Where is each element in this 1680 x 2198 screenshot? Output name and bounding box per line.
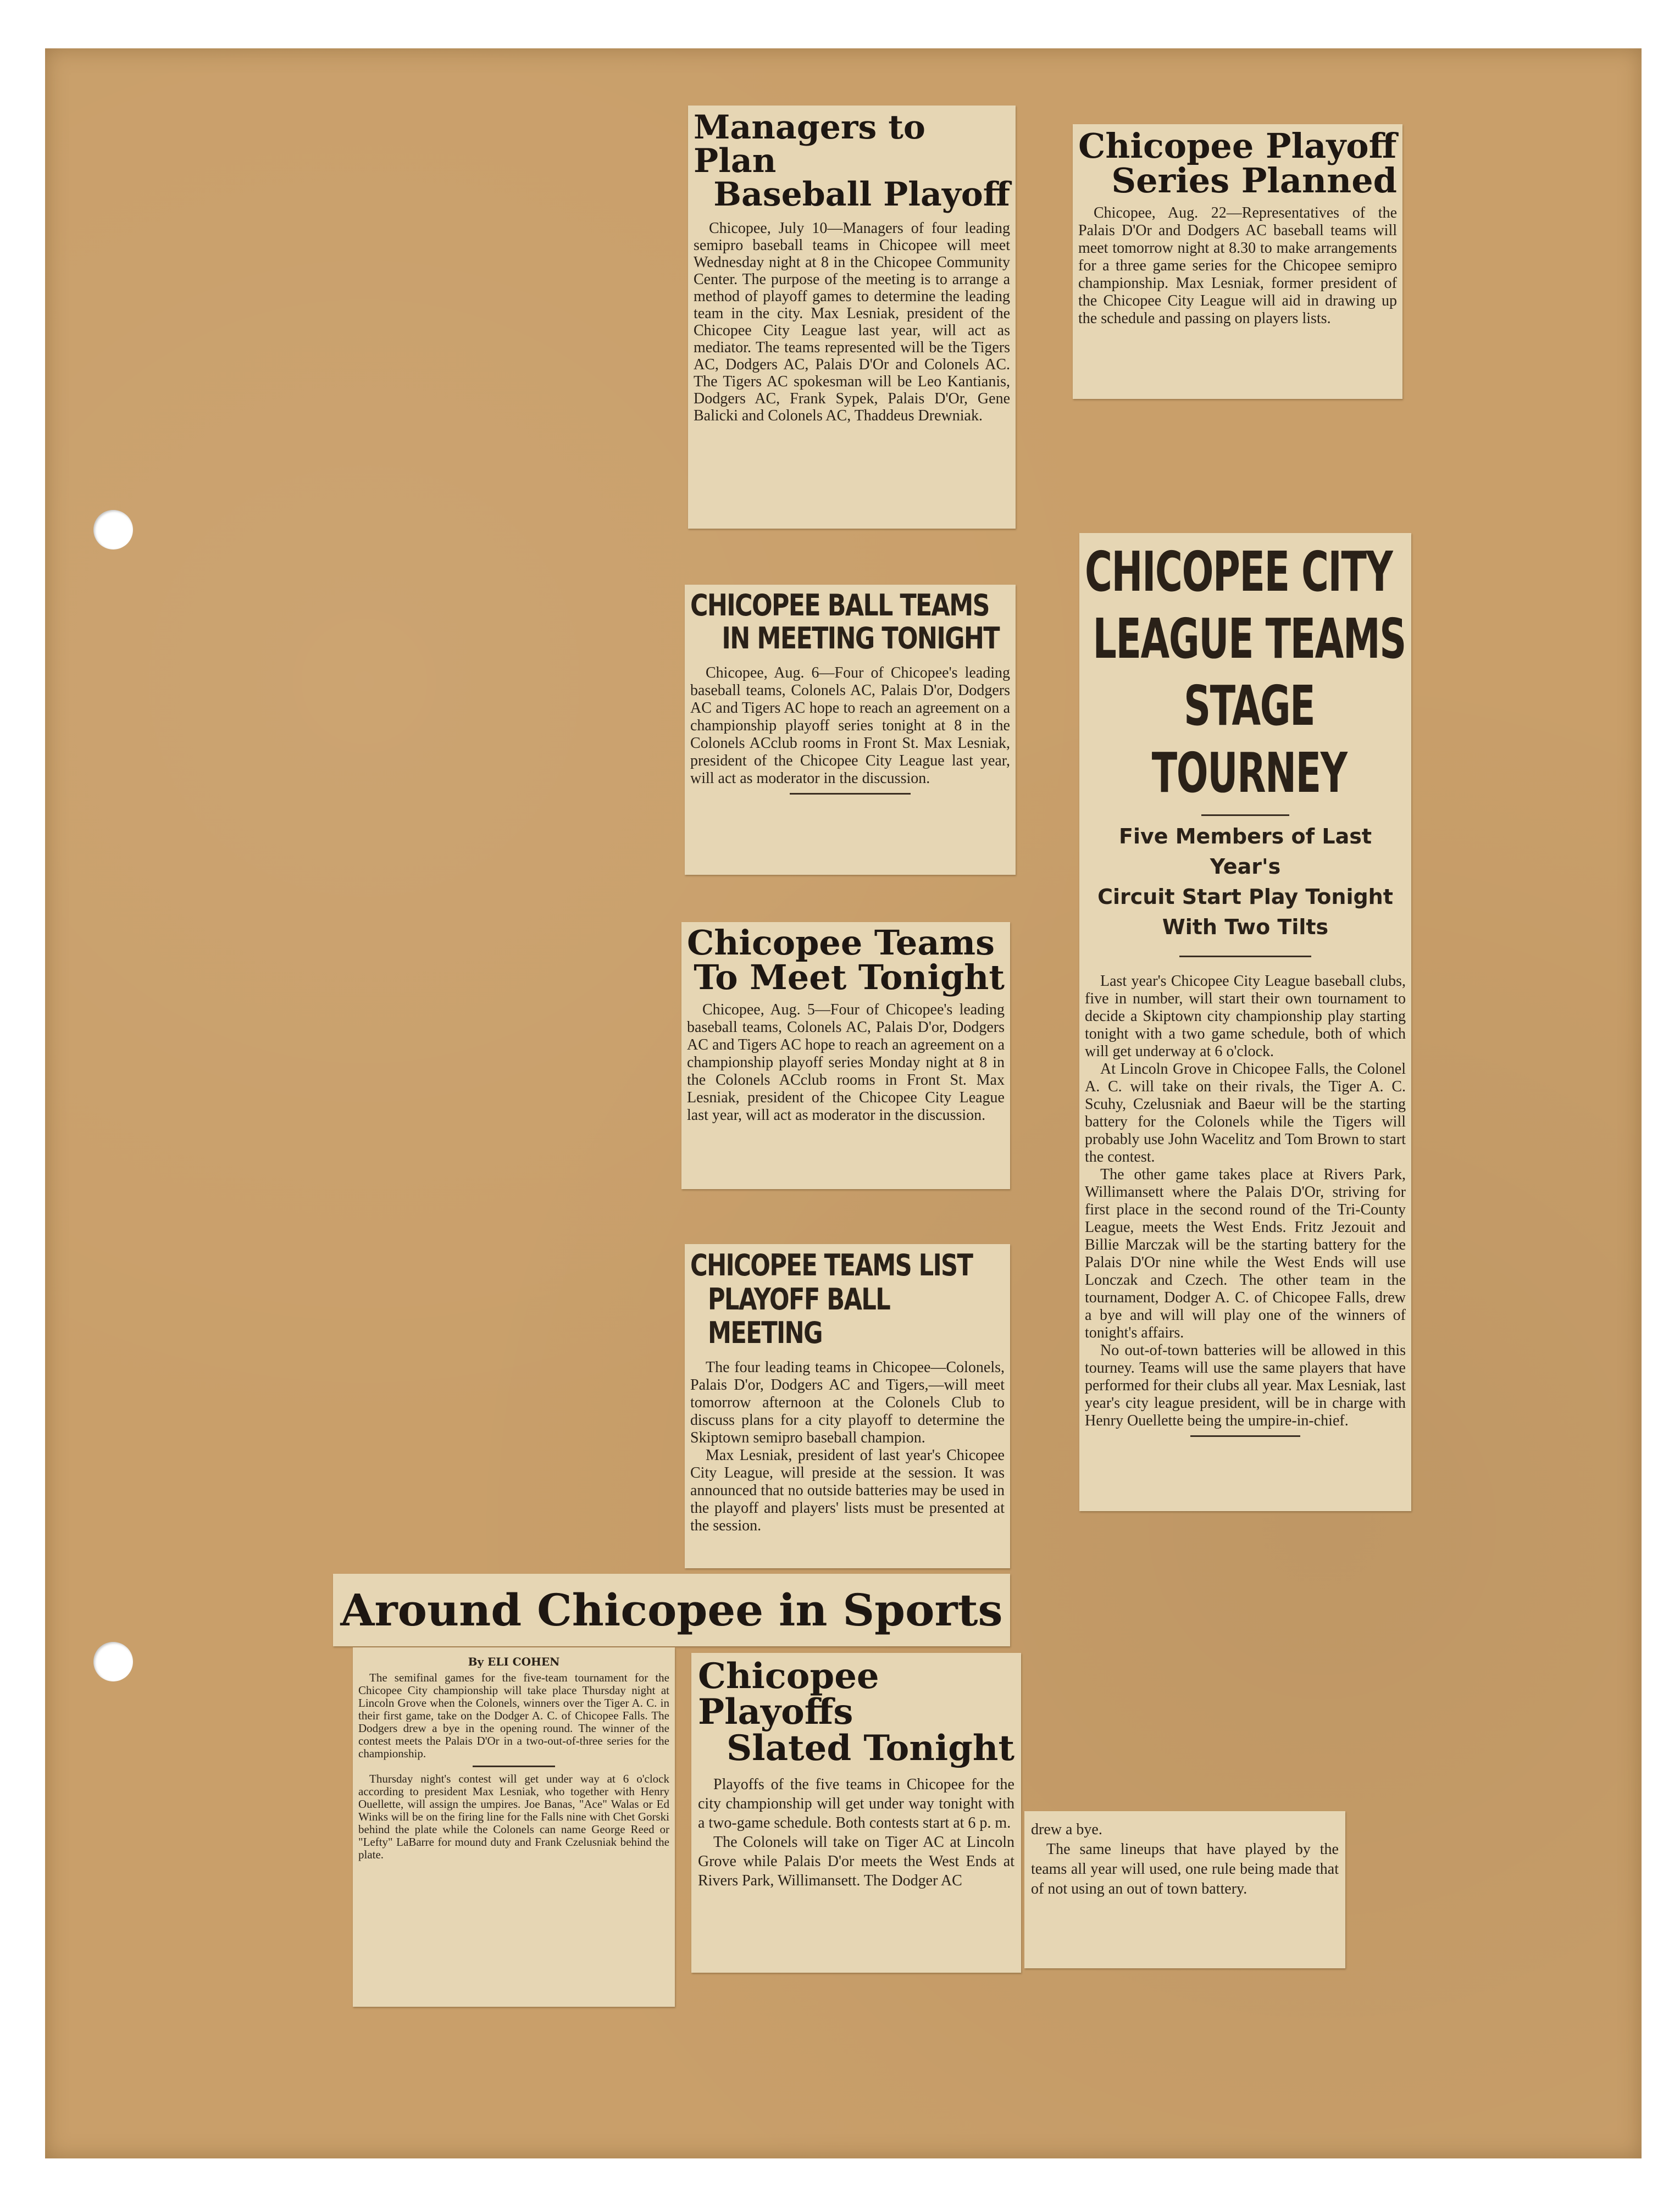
clipping-headline — [698, 1656, 1014, 1769]
clipping-body: Chicopee, Aug. 22—Representatives of the Palais D'Or and Dodgers AC baseball teams will meet tomorrow night at 8.30 to make arrangements for a three game series for the Chicopee semipro championship. Max Lesniak, former president of the Chicopee City League will aid in drawing up the schedule and passing on players lists. — [1078, 204, 1397, 328]
clipping-rule — [1179, 956, 1311, 957]
clipping-paragraph: No out-of-town batteries will be allowed in this tourney. Teams will use the same players that have performed for their clubs all year. Max Lesniak, last year's city league president, will be in charge with Henry Ouellette being the umpire-in-chief. — [1085, 1342, 1406, 1430]
clipping-paragraph: At Lincoln Grove in Chicopee Falls, the Colonel A. C. will take on their rivals, the Tiger A. C. Scuhy, Czelusniak and Baeur will be the starting battery for the Colonels while the Tigers will probably use John Wacelitz and Tom Brown to start the contest. — [1085, 1061, 1406, 1166]
column-paragraph: The semifinal games for the five-team tournament for the Chicopee City championship will take place Thursday night at Lincoln Grove when the Colonels, winners over the Tiger A. C. in their first game, take on the Dodger A. C. of Chicopee Falls. The Dodgers drew a bye in the opening round. The winner of the contest meets the Palais D'Or in a two-out-of-three series for the championship. — [358, 1671, 669, 1760]
clipping-ball-teams-meeting — [685, 585, 1016, 875]
clipping-headline — [687, 923, 1005, 998]
headline-line-2: LEAGUE TEAMS — [1093, 607, 1406, 671]
clipping-playoffs-continuation — [1024, 1811, 1345, 1968]
headline-line-2: Series Planned — [1111, 160, 1397, 201]
clipping-body: Chicopee, Aug. 5—Four of Chicopee's leading baseball teams, Colonels AC, Palais D'or, Dodgers AC and Tigers AC hope to reach an agreement on a championship playoff series Monday night at 8 in the Colonels ACclub rooms in Front St. Max Lesniak, president of the Chicopee City League last year, will act as moderator in the discussion. — [687, 1001, 1005, 1124]
clipping-headline — [1085, 539, 1411, 807]
clipping-paragraph: The other game takes place at Rivers Park, Willimansett where the Palais D'Or, striving for first place in the second round of the Tri-County League, meets the West Ends. Fritz Jezouit and Billie Marczak will be the starting battery for the Palais D'Or nine while the West Ends will use Lonczak and Czech. The other team in the tournament, Dodger A. C. of Chicopee Falls, drew a bye and will will play one of the winners of tonight's affairs. — [1085, 1166, 1406, 1342]
headline-line-1: Managers to Plan — [694, 108, 925, 181]
column-rule — [473, 1766, 555, 1767]
column-byline: By ELI COHEN — [468, 1655, 560, 1668]
binder-hole-bottom — [93, 1642, 133, 1681]
scrapbook-page — [45, 48, 1642, 2158]
clipping-subheadline — [1085, 822, 1406, 942]
headline-line-1: CHICOPEE CITY — [1085, 540, 1393, 604]
headline-line-2: IN MEETING TONIGHT — [722, 621, 999, 656]
subheadline-line-2: Circuit Start Play Tonight — [1097, 885, 1393, 909]
clipping-headline — [690, 589, 1006, 656]
clipping-body: Chicopee, Aug. 6—Four of Chicopee's leading baseball teams, Colonels AC, Palais D'or, Dodgers AC and Tigers AC hope to reach an agreement on a championship playoff series tonight at 8 in the Colonels ACclub rooms in Front St. Max Lesniak, president of the Chicopee City League last year, will act as moderator in the discussion. — [690, 664, 1010, 787]
clipping-headline — [1078, 126, 1397, 201]
clipping-rule — [1190, 1435, 1300, 1437]
continuation-line: drew a bye. — [1031, 1821, 1102, 1838]
column-paragraph: Thursday night's contest will get under way at 6 o'clock according to president Max Lesniak, who together with Henry Ouellette, will assign the umpires. Joe Banas, "Ace" Walas or Ed Winks will be on the firing line for the Falls nine with Chet Gorski behind the plate while the Colonels can name George Reed or "Lefty" LaBarre for mound duty and Frank Czelusniak behind the plate. — [358, 1772, 669, 1861]
headline-line-1: CHICOPEE BALL TEAMS — [690, 588, 989, 623]
continuation-paragraph: The same lineups that have played by the teams all year will used, one rule being made that of not using an out of town battery. — [1031, 1841, 1339, 1897]
headline-line-2: PLAYOFF BALL MEETING — [708, 1281, 890, 1351]
binder-hole-top — [93, 510, 133, 550]
clipping-around-chicopee-headline — [333, 1574, 1010, 1646]
clipping-paragraph: Playoffs of the five teams in Chicopee for the city championship will get under way tonight with a two-game schedule. Both contests start at 6 p. m. — [698, 1775, 1014, 1831]
clipping-paragraph: Last year's Chicopee City League baseball clubs, five in number, will start their own tournament to decide a Skiptown city championship play starting tonight with a two game schedule, both of which will get underway at 6 o'clock. — [1085, 973, 1406, 1061]
clipping-headline — [690, 1248, 1007, 1350]
headline-line-1: CHICOPEE TEAMS LIST — [690, 1248, 973, 1283]
headline-line-1: Chicopee Teams — [687, 923, 995, 963]
clipping-playoff-series-planned — [1073, 124, 1402, 399]
headline-line-1: Chicopee Playoff — [1078, 126, 1397, 166]
clipping-paragraph: The four leading teams in Chicopee—Colonels, Palais D'or, Dodgers AC and Tigers,—will meet tomorrow afternoon at the Colonels Club to discuss plans for a city playoff to determine the Skiptown semipro baseball champion. — [690, 1358, 1005, 1446]
headline-line-2: Baseball Playoff — [713, 175, 1010, 214]
clipping-playoffs-slated-tonight — [691, 1653, 1021, 1973]
clipping-managers-plan-playoff — [688, 106, 1016, 529]
clipping-rule — [1201, 814, 1289, 816]
headline-line-3: STAGE TOURNEY — [1151, 674, 1347, 805]
clipping-paragraph: The Colonels will take on Tiger AC at Lincoln Grove while Palais D'or meets the West Ends at Rivers Park, Willimansett. The Dodger AC — [698, 1833, 1014, 1889]
headline-line-1: Chicopee Playoffs — [698, 1656, 879, 1733]
clipping-body: Chicopee, July 10—Managers of four leading semipro baseball teams in Chicopee will meet Wednesday night at 8 in the Chicopee Community Center. The purpose of the meeting is to arrange a method of playoff games to determine the leading team in the city. Max Lesniak, president of the Chicopee City League last year, will act as mediator. The teams represented will be the Tigers AC, Dodgers AC, Palais D'Or and Colonels AC. The Tigers AC spokesman will be Leo Kantianis, Dodgers AC, Frank Sypek, Palais D'Or, Gene Balicki and Colonels AC, Thaddeus Drewniak. — [694, 219, 1010, 424]
subheadline-line-1: Five Members of Last Year's — [1118, 824, 1372, 879]
clipping-league-stage-tourney — [1079, 533, 1411, 1511]
column-headline: Around Chicopee in Sports — [340, 1584, 1003, 1636]
clipping-teams-list-meeting — [685, 1244, 1010, 1568]
clipping-headline — [694, 108, 1010, 214]
clipping-around-chicopee-column — [353, 1647, 675, 2007]
headline-line-2: To Meet Tonight — [694, 957, 1005, 998]
clipping-teams-meet-tonight — [681, 922, 1010, 1189]
subheadline-line-3: With Two Tilts — [1162, 915, 1329, 940]
clipping-paragraph: Max Lesniak, president of last year's Chicopee City League, will preside at the session. It was announced that no outside batteries may be used in the playoff and players' lists must be presented at the session. — [690, 1446, 1005, 1534]
clipping-rule — [790, 793, 911, 795]
headline-line-2: Slated Tonight — [727, 1727, 1014, 1769]
